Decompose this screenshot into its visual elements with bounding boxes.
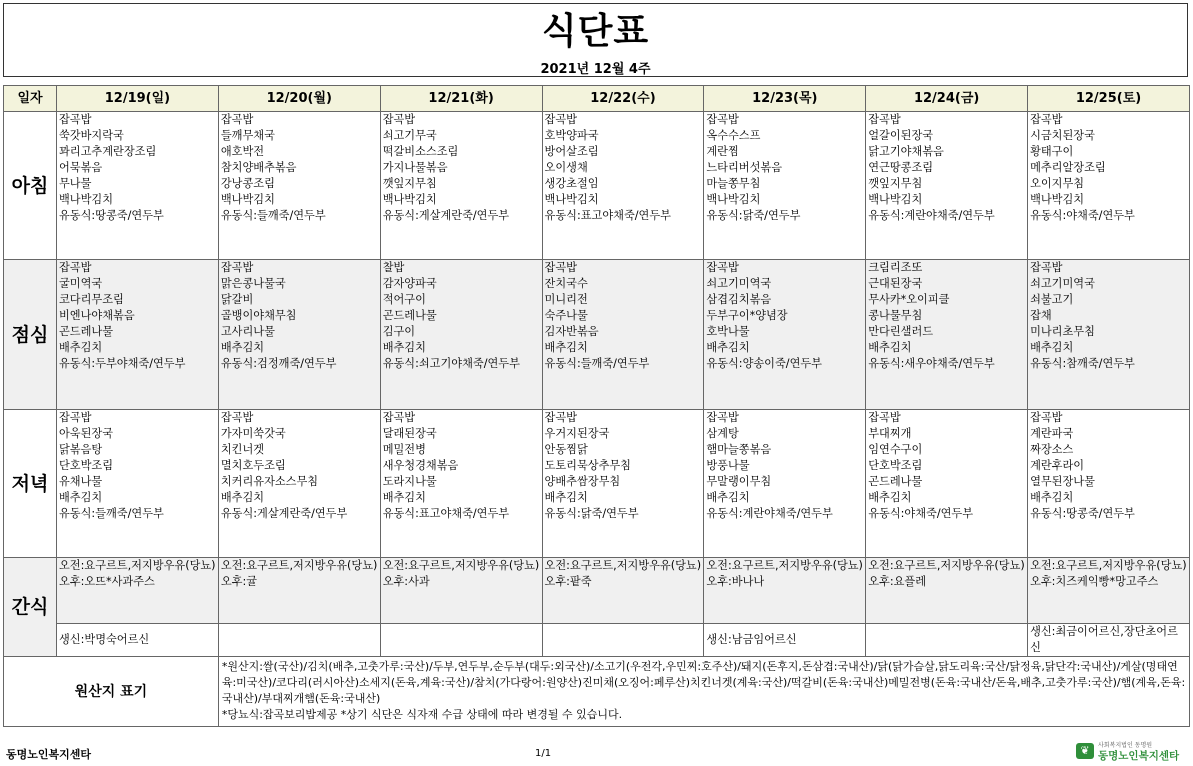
menu-item: 닭고기야채볶음 <box>868 145 944 158</box>
snack-cell <box>380 558 542 624</box>
menu-item: 고사리나물 <box>220 325 275 338</box>
origin-line-1: *원산지:쌀(국산)/김치(배추,고춧가루:국산)/두부,연두부,순두부(대두:외국산)/소고기(우전각,우민찌:호주산)/돼지(돈후지,돈삼겹:국내산)/닭(닭가슴살,닭도리육:국산/닭정육,닭단각:국내산)/게살(명태연육:미국산)/코다리(러시아산)소세지(돈육,계육:국산)/참치(가다랑어:원양산)진미채(오징어:페루산)치킨너겟(계육:국산)/떡갈비(돈육:국내산)메밀전병(돈육:국내산/돈육,배추,고춧가루:국산)/햄(계육,돈육:국내산)/부대찌개햄(돈육:국내산) <box>221 660 1186 705</box>
menu-item: 근대된장국 <box>868 277 923 290</box>
menu-item: 잡곡밥 <box>59 411 92 424</box>
menu-item: 강낭콩조림 <box>220 177 275 190</box>
logo-text: 동명노인복지센타 <box>1098 750 1180 762</box>
menu-item: 유동식:들깨죽/연두부 <box>220 209 326 222</box>
menu-item: 잔치국수 <box>544 277 588 290</box>
menu-item: 찰밥 <box>382 261 405 274</box>
breakfast-cell <box>380 112 542 260</box>
menu-item: 유동식:닭죽/연두부 <box>544 507 639 520</box>
menu-item: 배추김치 <box>544 341 588 354</box>
menu-item: 무사카*오이피클 <box>868 293 950 306</box>
menu-item: 깻잎지무침 <box>382 177 437 190</box>
menu-item: 어묵볶음 <box>59 161 103 174</box>
menu-item: 잡곡밥 <box>868 113 901 126</box>
snack-cell <box>57 558 219 624</box>
snack-label: 간식 <box>4 558 57 657</box>
menu-item: 단호박조림 <box>868 459 923 472</box>
day-header: 12/20(월) <box>218 86 380 112</box>
menu-item: 부대찌개 <box>868 427 912 440</box>
menu-item: 배추김치 <box>706 491 750 504</box>
menu-item: 쇠고기무국 <box>382 129 437 142</box>
snack-row <box>4 558 1190 624</box>
lunch-label: 점심 <box>4 260 57 410</box>
menu-item: 떡갈비소스조림 <box>382 145 459 158</box>
menu-item: 마늘쫑무침 <box>706 177 761 190</box>
lunch-cell <box>57 260 219 410</box>
menu-item: 유동식:들깨죽/연두부 <box>59 507 164 520</box>
menu-item: 미나리초무침 <box>1030 325 1095 338</box>
menu-item: 잡곡밥 <box>1030 261 1063 274</box>
birthday-cell <box>218 624 380 657</box>
lunch-cell <box>866 260 1028 410</box>
menu-item: 배추김치 <box>382 341 426 354</box>
menu-item: 새우청경채볶음 <box>382 459 459 472</box>
menu-item: 백나박김치 <box>220 193 275 206</box>
menu-item: 도토리묵상추무침 <box>544 459 631 472</box>
snack-cell <box>866 558 1028 624</box>
menu-item: 유채나물 <box>59 475 103 488</box>
menu-item: 닭볶음탕 <box>59 443 103 456</box>
menu-item: 멸치호두조림 <box>220 459 286 472</box>
menu-item: 골뱅이야채무침 <box>220 309 297 322</box>
menu-item: 잡곡밥 <box>59 261 92 274</box>
snack-item: 오전:요구르트,저지방우유(당뇨) <box>59 559 216 572</box>
birthday-row <box>4 624 1190 657</box>
menu-item: 배추김치 <box>868 491 912 504</box>
origin-label: 원산지 표기 <box>4 657 219 727</box>
snack-cell <box>542 558 704 624</box>
dinner-cell <box>1028 410 1190 558</box>
menu-item: 안동찜닭 <box>544 443 588 456</box>
breakfast-cell <box>1028 112 1190 260</box>
birthday-cell: 생신:최금이어르신,장단초어르신 <box>1028 624 1190 657</box>
menu-item: 유동식:땅콩죽/연두부 <box>1030 507 1135 520</box>
menu-item: 코다리무조림 <box>59 293 124 306</box>
menu-item: 유동식:양송이죽/연두부 <box>706 357 822 370</box>
menu-item: 숙주나물 <box>544 309 588 322</box>
menu-item: 쇠불고기 <box>1030 293 1074 306</box>
menu-item: 배추김치 <box>544 491 588 504</box>
menu-item: 메추리알장조림 <box>1030 161 1106 174</box>
menu-item: 곤드레나물 <box>382 309 437 322</box>
menu-table <box>3 85 1190 727</box>
footer-org: 동명노인복지센타 <box>6 748 92 761</box>
snack-item: 오후:치즈케익빵*망고주스 <box>1030 575 1159 588</box>
menu-item: 유동식:계란야채죽/연두부 <box>706 507 833 520</box>
menu-item: 시금치된장국 <box>1030 129 1095 142</box>
menu-item: 두부구이*양념장 <box>706 309 788 322</box>
birthday-cell <box>380 624 542 657</box>
menu-item: 들깨무채국 <box>220 129 275 142</box>
lunch-cell <box>218 260 380 410</box>
breakfast-cell <box>866 112 1028 260</box>
menu-item: 잡곡밥 <box>1030 113 1063 126</box>
menu-item: 크림리조또 <box>868 261 923 274</box>
day-header: 12/23(목) <box>704 86 866 112</box>
menu-item: 유동식:표고야채죽/연두부 <box>544 209 671 222</box>
menu-item: 미니리전 <box>544 293 588 306</box>
birthday-cell: 생신:남금임어르신 <box>704 624 866 657</box>
dinner-cell <box>866 410 1028 558</box>
snack-item: 오후:오뜨*사과주스 <box>59 575 155 588</box>
menu-item: 도라지나물 <box>382 475 437 488</box>
menu-item: 유동식:참깨죽/연두부 <box>1030 357 1135 370</box>
menu-item: 옥수수스프 <box>706 129 761 142</box>
menu-item: 유동식:야채죽/연두부 <box>1030 209 1135 222</box>
menu-item: 쑥갓바지락국 <box>59 129 124 142</box>
menu-item: 잡곡밥 <box>382 411 416 424</box>
menu-item: 유동식:땅콩죽/연두부 <box>59 209 164 222</box>
menu-item: 배추김치 <box>220 341 265 354</box>
dinner-label: 저녁 <box>4 410 57 558</box>
menu-item: 우거지된장국 <box>544 427 610 440</box>
menu-item: 배추김치 <box>220 491 265 504</box>
menu-item: 방풍나물 <box>706 459 750 472</box>
snack-item: 오후:사과 <box>382 575 430 588</box>
menu-item: 백나박김치 <box>382 193 437 206</box>
menu-item: 잡곡밥 <box>220 411 254 424</box>
menu-item: 잡곡밥 <box>868 411 901 424</box>
dinner-cell <box>542 410 704 558</box>
menu-item: 잡곡밥 <box>1030 411 1063 424</box>
menu-item: 굴미역국 <box>59 277 103 290</box>
menu-item: 김자반볶음 <box>544 325 599 338</box>
dinner-cell <box>704 410 866 558</box>
snack-item: 오전:요구르트,저지방우유(당뇨) <box>544 559 702 572</box>
menu-item: 단호박조림 <box>59 459 114 472</box>
menu-item: 배추김치 <box>1030 491 1074 504</box>
menu-item: 가자미쑥갓국 <box>220 427 286 440</box>
menu-item: 배추김치 <box>868 341 912 354</box>
origin-row <box>4 657 1190 727</box>
menu-item: 계란찜 <box>706 145 739 158</box>
menu-item: 잡곡밥 <box>544 113 577 126</box>
menu-item: 오이지무침 <box>1030 177 1085 190</box>
breakfast-row <box>4 112 1190 260</box>
day-header: 12/19(일) <box>57 86 219 112</box>
birthday-cell <box>866 624 1028 657</box>
menu-item: 배추김치 <box>1030 341 1074 354</box>
lunch-cell <box>380 260 542 410</box>
day-header: 12/24(금) <box>866 86 1028 112</box>
menu-item: 무나물 <box>59 177 92 190</box>
menu-item: 무말랭이무침 <box>706 475 772 488</box>
menu-item: 유동식:두부야채죽/연두부 <box>59 357 186 370</box>
menu-item: 유동식:새우야채죽/연두부 <box>868 357 995 370</box>
origin-line-2: *당뇨식:잡곡보리밥제공 *상기 식단은 식자재 수급 상태에 따라 변경될 수 있습니다. <box>221 708 623 721</box>
menu-item: 아욱된장국 <box>59 427 114 440</box>
dinner-cell <box>380 410 542 558</box>
dinner-cell <box>57 410 219 558</box>
menu-item: 배추김치 <box>59 491 103 504</box>
breakfast-cell <box>218 112 380 260</box>
dinner-row <box>4 410 1190 558</box>
menu-item: 잡곡밥 <box>220 261 254 274</box>
menu-item: 콩나물무침 <box>868 309 923 322</box>
lunch-cell <box>1028 260 1190 410</box>
menu-item: 맑은콩나물국 <box>220 277 286 290</box>
menu-item: 깻잎지무침 <box>868 177 923 190</box>
menu-item: 백나박김치 <box>544 193 599 206</box>
menu-item: 방어살조림 <box>544 145 599 158</box>
menu-item: 유동식:들깨죽/연두부 <box>544 357 650 370</box>
menu-item: 잡곡밥 <box>706 113 739 126</box>
leaf-icon: ❦ <box>1076 743 1094 759</box>
menu-item: 유동식:게살계란죽/연두부 <box>382 209 510 222</box>
snack-item: 오후:팥죽 <box>544 575 592 588</box>
page-subtitle: 2021년 12월 4주 <box>540 62 651 77</box>
menu-item: 짜장소스 <box>1030 443 1074 456</box>
breakfast-cell <box>704 112 866 260</box>
menu-item: 양배추쌈장무침 <box>544 475 621 488</box>
day-header: 12/22(수) <box>542 86 704 112</box>
menu-item: 만다린샐러드 <box>868 325 934 338</box>
birthday-cell: 생신:박명숙어르신 <box>57 624 219 657</box>
menu-item: 얼갈이된장국 <box>868 129 934 142</box>
breakfast-label: 아침 <box>4 112 57 260</box>
menu-item: 생강초절임 <box>544 177 599 190</box>
day-header: 12/25(토) <box>1028 86 1190 112</box>
menu-item: 애호박전 <box>220 145 265 158</box>
menu-item: 달래된장국 <box>382 427 437 440</box>
origin-text <box>218 657 1189 727</box>
menu-item: 치킨너겟 <box>220 443 265 456</box>
menu-item: 황태구이 <box>1030 145 1074 158</box>
menu-item: 호박양파국 <box>544 129 599 142</box>
menu-item: 곤드레나물 <box>59 325 114 338</box>
page-title: 식단표 <box>541 11 650 52</box>
birthday-cell <box>542 624 704 657</box>
menu-item: 계란후라이 <box>1030 459 1085 472</box>
menu-item: 배추김치 <box>382 491 426 504</box>
menu-item: 백나박김치 <box>1030 193 1085 206</box>
lunch-cell <box>542 260 704 410</box>
menu-item: 유동식:검정깨죽/연두부 <box>220 357 337 370</box>
menu-item: 닭갈비 <box>220 293 254 306</box>
snack-item: 오전:요구르트,저지방우유(당뇨) <box>868 559 1025 572</box>
title-box <box>3 3 1188 77</box>
menu-item: 잡곡밥 <box>544 261 577 274</box>
snack-cell <box>1028 558 1190 624</box>
logo-caption: 사회복지법인 동명원 <box>1098 742 1153 749</box>
menu-item: 잡곡밥 <box>706 261 739 274</box>
breakfast-cell <box>542 112 704 260</box>
menu-item: 호박나물 <box>706 325 750 338</box>
menu-item: 치커리유자소스무침 <box>220 475 319 488</box>
menu-item: 잡곡밥 <box>220 113 254 126</box>
menu-item: 유동식:계란야채죽/연두부 <box>868 209 995 222</box>
menu-item: 곤드레나물 <box>868 475 923 488</box>
menu-item: 감자양파국 <box>382 277 437 290</box>
menu-item: 백나박김치 <box>868 193 923 206</box>
page-number: 1/1 <box>535 748 552 759</box>
menu-item: 메밀전병 <box>382 443 426 456</box>
menu-item: 유동식:게살계란죽/연두부 <box>220 507 348 520</box>
snack-item: 오전:요구르트,저지방우유(당뇨) <box>1030 559 1187 572</box>
breakfast-cell <box>57 112 219 260</box>
menu-item: 열무된장나물 <box>1030 475 1095 488</box>
menu-item: 유동식:야채죽/연두부 <box>868 507 974 520</box>
dinner-cell <box>218 410 380 558</box>
menu-item: 꽈리고추계란장조림 <box>59 145 157 158</box>
day-header: 12/21(화) <box>380 86 542 112</box>
menu-item: 백나박김치 <box>706 193 761 206</box>
menu-item: 유동식:닭죽/연두부 <box>706 209 801 222</box>
menu-item: 적어구이 <box>382 293 426 306</box>
snack-item: 오후:귤 <box>220 575 258 588</box>
header-row <box>4 86 1190 112</box>
snack-item: 오전:요구르트,저지방우유(당뇨) <box>382 559 540 572</box>
menu-item: 삼겹김치볶음 <box>706 293 772 306</box>
snack-cell <box>704 558 866 624</box>
menu-item: 비엔나야채볶음 <box>59 309 135 322</box>
menu-item: 계란파국 <box>1030 427 1074 440</box>
lunch-cell <box>704 260 866 410</box>
menu-item: 김구이 <box>382 325 416 338</box>
menu-item: 느타리버섯볶음 <box>706 161 783 174</box>
menu-item: 임연수구이 <box>868 443 923 456</box>
menu-item: 유동식:쇠고기야채죽/연두부 <box>382 357 520 370</box>
snack-cell <box>218 558 380 624</box>
menu-item: 연근땅콩조림 <box>868 161 934 174</box>
snack-item: 오전:요구르트,저지방우유(당뇨) <box>706 559 863 572</box>
menu-item: 햄마늘쫑볶음 <box>706 443 772 456</box>
menu-item: 잡채 <box>1030 309 1052 322</box>
menu-item: 잡곡밥 <box>59 113 92 126</box>
date-column-header: 일자 <box>4 86 57 112</box>
menu-item: 유동식:표고야채죽/연두부 <box>382 507 510 520</box>
menu-item: 백나박김치 <box>59 193 114 206</box>
snack-item: 오후:요플레 <box>868 575 927 588</box>
menu-item: 쇠고기미역국 <box>1030 277 1095 290</box>
menu-item: 참치양배추볶음 <box>220 161 297 174</box>
snack-item: 오후:바나나 <box>706 575 765 588</box>
menu-item: 배추김치 <box>59 341 103 354</box>
menu-item: 오이생채 <box>544 161 588 174</box>
menu-item: 쇠고기미역국 <box>706 277 772 290</box>
menu-item: 배추김치 <box>706 341 750 354</box>
menu-item: 잡곡밥 <box>544 411 577 424</box>
snack-item: 오전:요구르트,저지방우유(당뇨) <box>220 559 378 572</box>
menu-item: 삼계탕 <box>706 427 739 440</box>
menu-item: 잡곡밥 <box>706 411 739 424</box>
menu-item: 가지나물볶음 <box>382 161 448 174</box>
lunch-row <box>4 260 1190 410</box>
menu-item: 잡곡밥 <box>382 113 416 126</box>
org-logo <box>1076 740 1188 764</box>
